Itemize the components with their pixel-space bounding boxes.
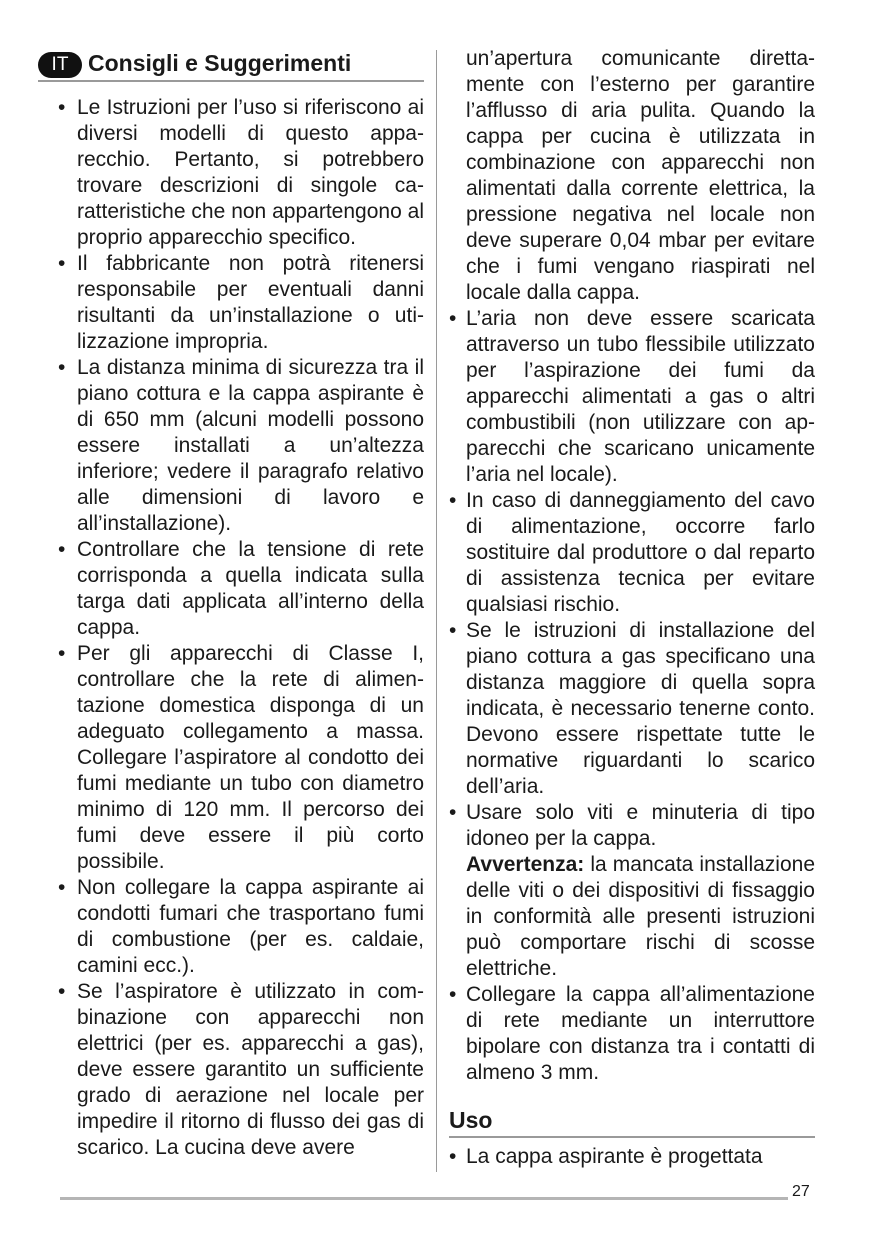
list-item: • La cappa aspirante è progettata [449, 1144, 815, 1170]
list-item: • Se l’aspiratore è utilizzato in combinazione con apparecchi non elettrici (per es. apparecchi a gas), deve essere garantito un sufficiente grado di aerazione nel locale per impedire il ritorno di flusso dei gas di scarico. La cucina deve avere [38, 979, 424, 1161]
section-heading [38, 46, 424, 82]
list-item: • Non collegare la cappa aspirante ai condotti fumari che trasportano fumi di combustione (per es. caldaie, camini ecc.). [38, 875, 424, 979]
list-item: • L’aria non deve essere scaricata attraverso un tubo flessibile utilizzato per l’aspirazione dei fumi da apparecchi alimentati a gas o altri combustibili (non utilizzare con apparecchi che scaricano unicamente l’aria nel locale). [449, 306, 815, 488]
warning-label: Avvertenza: [466, 853, 585, 876]
section-title: Consigli e Suggerimenti [88, 49, 352, 76]
warning-paragraph [449, 852, 815, 982]
list-item: • Se le istruzioni di installazione del piano cottura a gas specificano una distanza maggiore di quella sopra indicata, è necessario tenerne conto. Devono essere rispettate tutte le normative riguardanti lo scarico dell’aria. [449, 618, 815, 800]
list-item: • Per gli apparecchi di Classe I, controllare che la rete di alimentazione domestica disponga di un adeguato collegamento a massa. Collegare l’aspiratore al condotto dei fumi mediante un tubo con diametro minimo di 120 mm. Il percorso dei fumi deve essere il più corto possibile. [38, 641, 424, 875]
left-column [38, 46, 424, 1161]
list-item: • Le Istruzioni per l’uso si riferiscono ai diversi modelli di questo apparecchio. Pertanto, si potrebbero trovare descrizioni di singole caratteristiche che non appartengono al proprio apparecchio specifico. [38, 95, 424, 251]
uso-heading: Uso [449, 1104, 815, 1138]
warning-text: la mancata installazione delle viti o dei dispositivi di fissaggio in conformità alle presenti istruzioni può comportare rischi di scosse elettriche. [466, 853, 815, 980]
list-item: • Collegare la cappa all’alimentazione di rete mediante un interruttore bipolare con distanza tra i contatti di almeno 3 mm. [449, 982, 815, 1086]
language-badge: IT [38, 52, 82, 78]
list-item: • Usare solo viti e minuteria di tipo idoneo per la cappa. [449, 800, 815, 852]
advice-list-right-continued [449, 982, 815, 1086]
advice-list-right [449, 306, 815, 852]
right-column [449, 46, 815, 1170]
column-divider [436, 50, 437, 1172]
list-item: • In caso di danneggiamento del cavo di alimentazione, occorre farlo sostituire dal produttore o dal reparto di assistenza tecnica per evitare qualsiasi rischio. [449, 488, 815, 618]
list-item: • Il fabbricante non potrà ritenersi responsabile per eventuali danni risultanti da un’installazione o utilizzazione impropria. [38, 251, 424, 355]
list-item: • La distanza minima di sicurezza tra il piano cottura e la cappa aspirante è di 650 mm (alcuni modelli possono essere installati a un’altezza inferiore; vedere il paragrafo relativo alle dimensioni di lavoro e all’installazione). [38, 355, 424, 537]
advice-list-left [38, 95, 424, 1161]
page-number: 27 [792, 1183, 810, 1200]
continued-paragraph: un’apertura comunicante direttamente con l’esterno per garantire l’afflusso di aria pulita. Quando la cappa per cucina è utilizzata in combinazione con apparecchi non alimentati dalla corrente elettrica, la pressione negativa nel locale non deve superare 0,04 mbar per evitare che i fumi vengano riaspirati nel locale dalla cappa. [466, 47, 815, 304]
footer-rule [60, 1197, 788, 1200]
uso-list [449, 1144, 815, 1170]
list-item: • Controllare che la tensione di rete corrisponda a quella indicata sulla targa dati applicata all’interno della cappa. [38, 537, 424, 641]
